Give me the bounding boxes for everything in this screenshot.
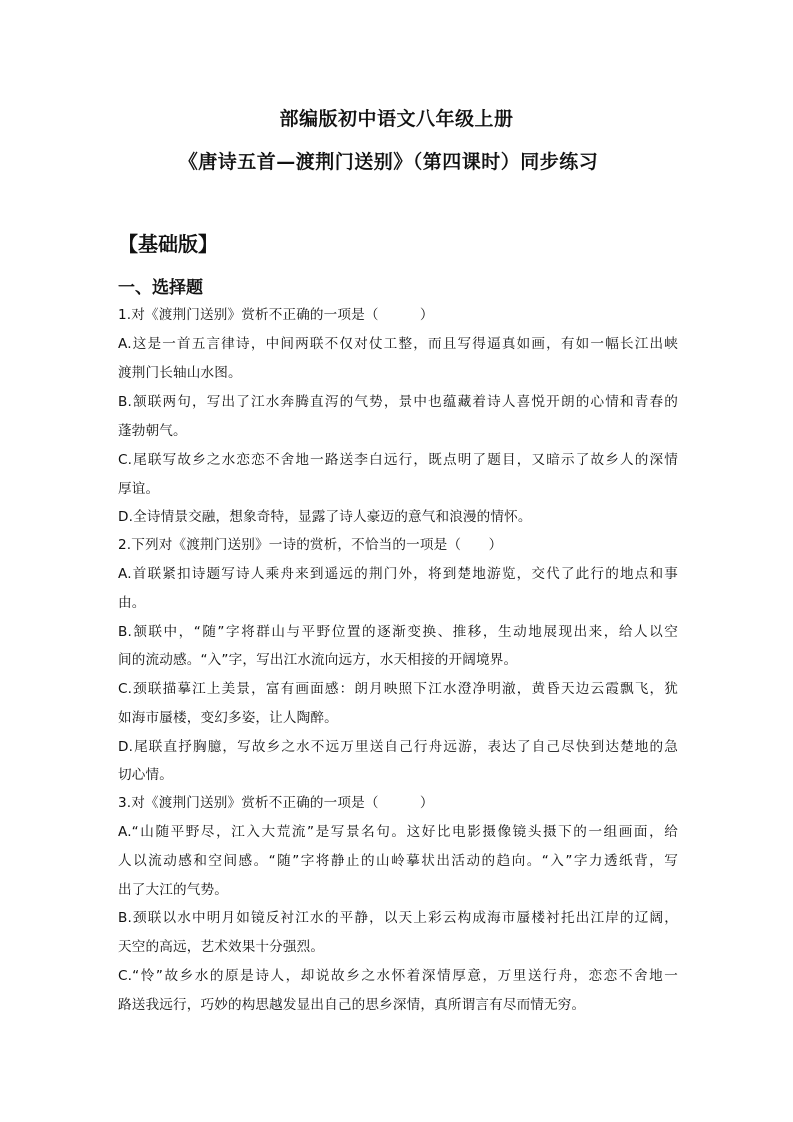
option-line: D.全诗情景交融，想象奇特，显露了诗人豪迈的意气和浪漫的情怀。 [118,509,532,525]
option-line: B.颈联以水中明月如镜反衬江水的平静，以天上彩云构成海市蜃楼衬托出江岸的辽阔， [118,910,678,926]
option-line: 厚谊。 [118,481,160,497]
section-heading: 一、选择题 [118,278,203,298]
option-line: 由。 [118,595,146,611]
option-line: B.颔联中，“随”字将群山与平野位置的逐渐变换、推移，生动地展现出来，给人以空 [118,624,678,640]
option-line: C.颈联描摹江上美景，富有画面感：朗月映照下江水澄净明澈，黄昏天边云霞飘飞，犹 [118,681,678,697]
option-line: 天空的高远，艺术效果十分强烈。 [118,939,325,955]
option-line: 如海市蜃楼，变幻多姿，让人陶醉。 [118,710,338,726]
option-line: 渡荆门长轴山水图。 [118,365,242,381]
option-line: 蓬勃朝气。 [118,423,187,439]
option-line: D.尾联直抒胸臆，写故乡之水不远万里送自己行舟远游，表达了自己尽快到达楚地的急 [118,739,678,755]
option-line: 路送我远行，巧妙的构思越发显出自己的思乡深情，真所谓言有尽而情无穷。 [118,997,586,1013]
option-line: 出了大江的气势。 [118,882,228,898]
question-stem: 3.对《渡荆门送别》赏析不正确的一项是（ ） [118,795,434,811]
option-line: A.这是一首五言律诗，中间两联不仅对仗工整，而且写得逼真如画，有如一幅长江出峡 [118,336,678,352]
option-line: 切心情。 [118,767,173,783]
option-line: A.首联紧扣诗题写诗人乘舟来到遥远的荆门外，将到楚地游览，交代了此行的地点和事 [118,566,678,582]
option-line: 间的流动感。“入”字，写出江水流向远方，水天相接的开阔境界。 [118,652,518,668]
document-title: 部编版初中语文八年级上册 [279,108,514,130]
question-stem: 1.对《渡荆门送别》赏析不正确的一项是（ ） [118,307,434,323]
edition-heading: 【基础版】 [118,232,218,256]
question-stem: 2.下列对《渡荆门送别》一诗的赏析，不恰当的一项是（ ） [118,537,503,553]
option-line: A.“山随平野尽，江入大荒流”是写景名句。这好比电影摄像镜头摄下的一组画面，给 [118,824,678,840]
document-subtitle: 《唐诗五首—渡荆门送别》（第四课时）同步练习 [178,151,599,173]
option-line: 人以流动感和空间感。“随”字将静止的山岭摹状出活动的趋向。“入”字力透纸背，写 [118,853,678,869]
option-line: B.颔联两句，写出了江水奔腾直泻的气势，景中也蕴藏着诗人喜悦开朗的心情和青春的 [118,394,678,410]
option-line: C.尾联写故乡之水恋恋不舍地一路送李白远行，既点明了题目，又暗示了故乡人的深情 [118,452,678,468]
option-line: C.“怜”故乡水的原是诗人，却说故乡之水怀着深情厚意，万里送行舟，恋恋不舍地一 [118,968,678,984]
